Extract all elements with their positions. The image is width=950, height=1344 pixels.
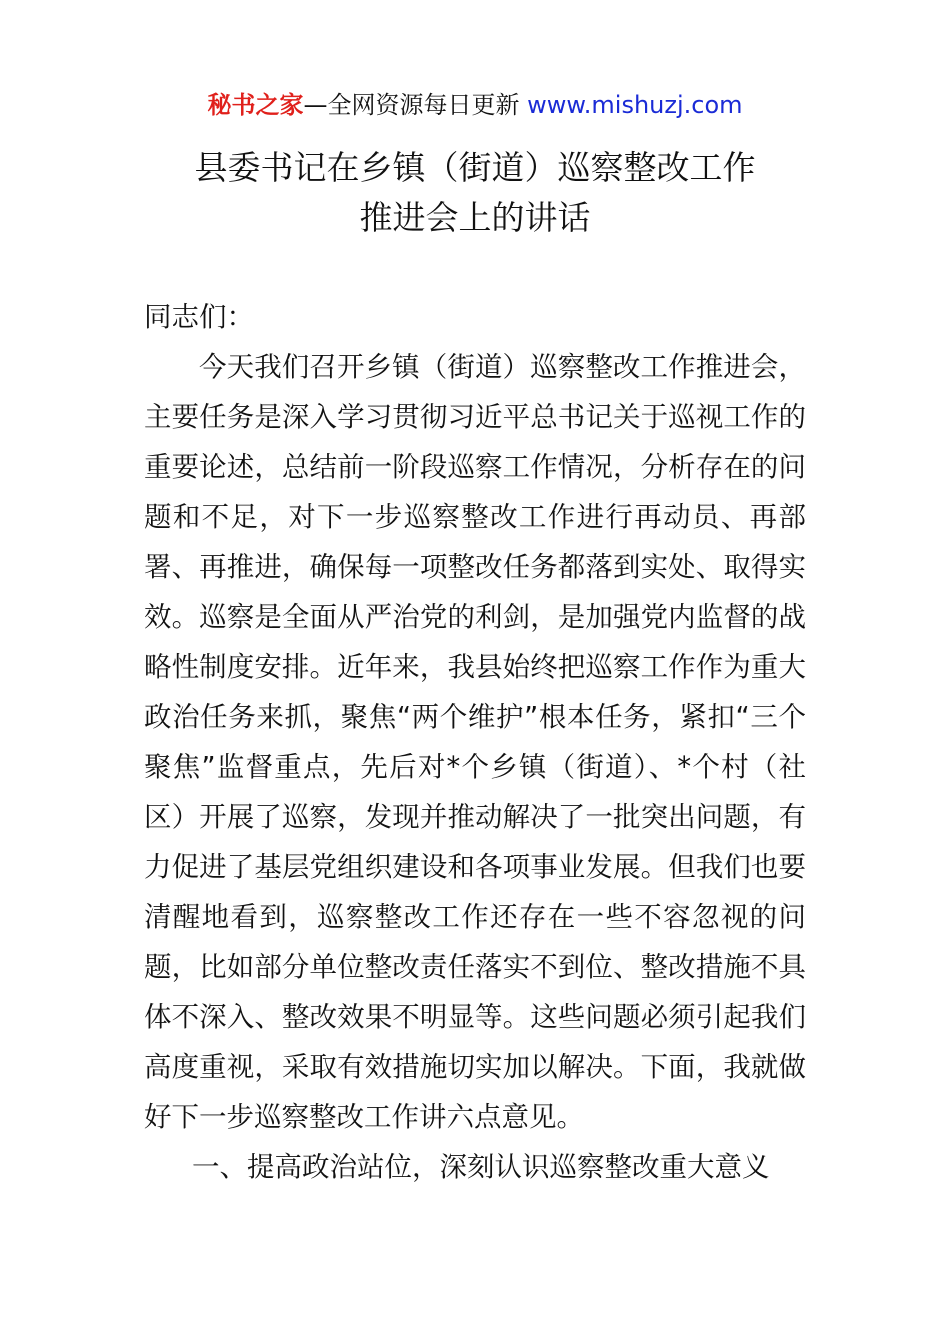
salutation: 同志们： [144, 301, 254, 333]
document-title [0, 143, 950, 243]
document-body [144, 292, 806, 1192]
brand-name: 秘书之家 [207, 91, 304, 119]
site-header [0, 88, 950, 122]
paragraph-intro: 今天我们召开乡镇（街道）巡察整改工作推进会，主要任务是深入学习贯彻习近平总书记关于巡视工作的重要论述，总结前一阶段巡察工作情况，分析存在的问题和不足，对下一步巡察整改工作进行再动员、再部署、再推进，确保每一项整改任务都落到实处、取得实效。巡察是全面从严治党的利剑，是加强党内监督的战略性制度安排。近年来，我县始终把巡察工作作为重大政治任务来抓，聚焦“两个维护”根本任务，紧扣“三个聚焦”监督重点，先后对*个乡镇（街道）、*个村（社区）开展了巡察，发现并推动解决了一批突出问题，有力促进了基层党组织建设和各项事业发展。但我们也要清醒地看到，巡察整改工作还存在一些不容忽视的问题，比如部分单位整改责任落实不到位、整改措施不具体不深入、整改效果不明显等。这些问题必须引起我们高度重视，采取有效措施切实加以解决。下面，我就做好下一步巡察整改工作讲六点意见。 [144, 351, 806, 1133]
section-heading-1: 一、提高政治站位，深刻认识巡察整改重大意义 [192, 1151, 770, 1183]
header-tagline: —全网资源每日更新 [303, 91, 528, 119]
title-line-1: 县委书记在乡镇（街道）巡察整改工作 [194, 148, 756, 187]
title-line-2: 推进会上的讲话 [359, 198, 591, 237]
site-url-link[interactable]: www.mishuzj.com [527, 91, 743, 119]
